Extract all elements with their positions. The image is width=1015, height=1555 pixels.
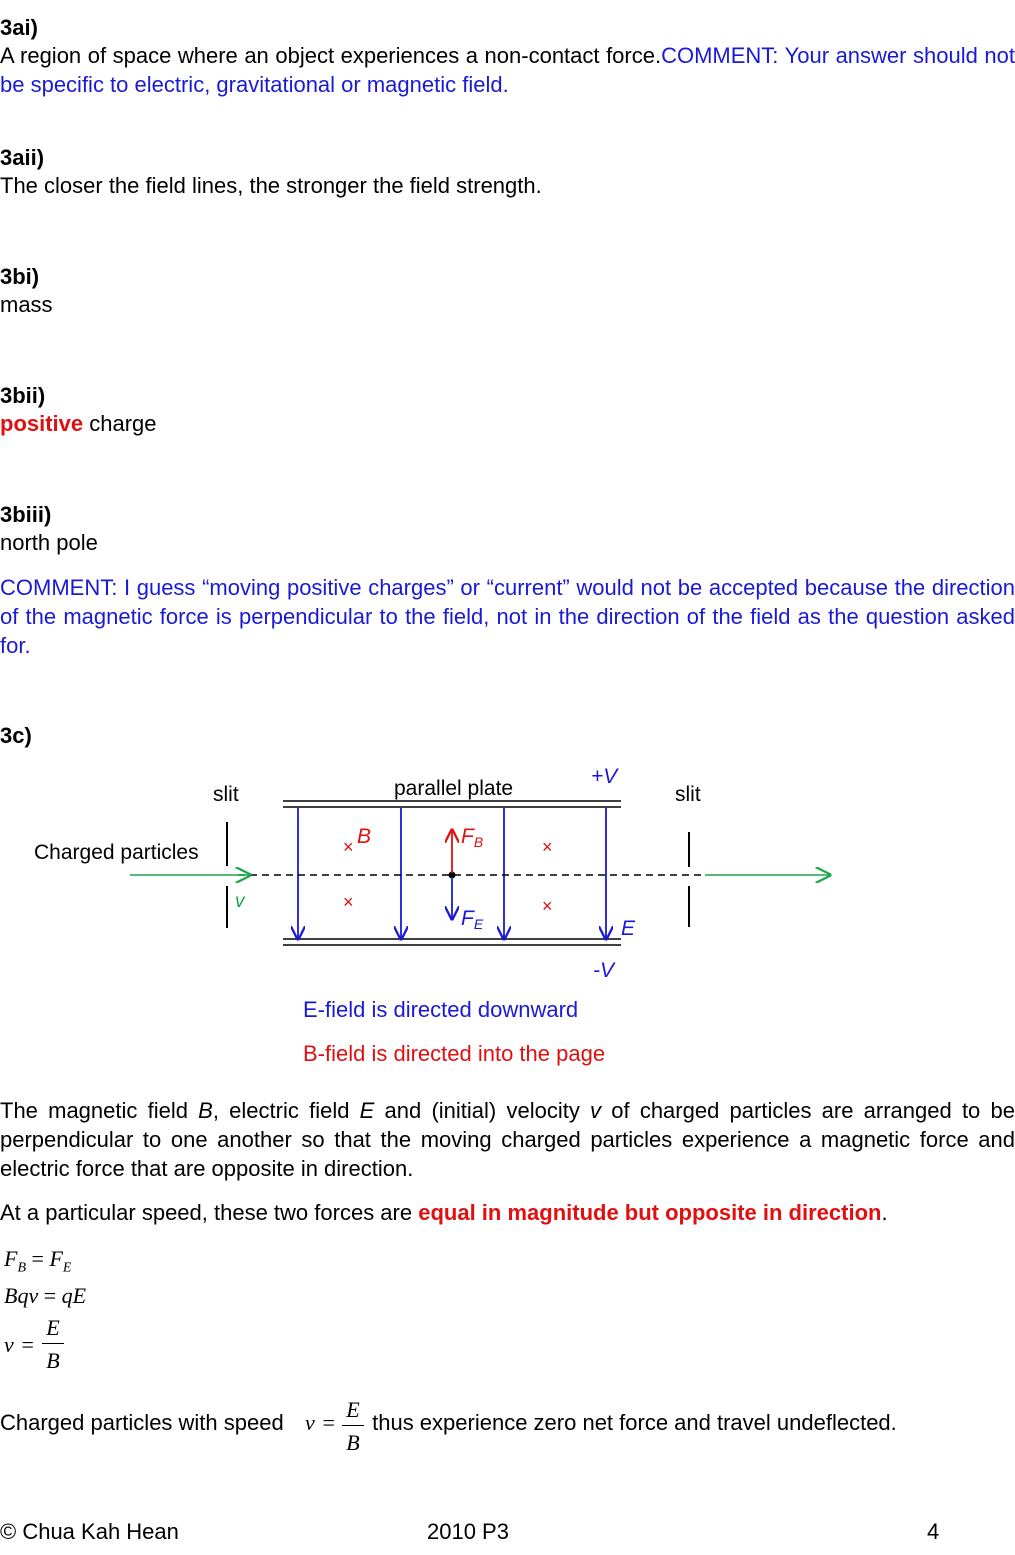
top-plate bbox=[283, 801, 621, 807]
fb-symbol: F bbox=[461, 825, 474, 848]
eq1-lhs: F bbox=[4, 1246, 18, 1271]
e-label: E bbox=[621, 917, 636, 940]
b-field-caption: B-field is directed into the page bbox=[303, 1041, 606, 1066]
equation-3 bbox=[4, 1313, 1015, 1377]
p1-symbol-b: B bbox=[198, 1098, 213, 1123]
answer-3ai bbox=[0, 41, 1015, 99]
p1-text-1: The magnetic field bbox=[0, 1098, 199, 1123]
equation-2 bbox=[4, 1281, 1015, 1310]
slit-left-label: slit bbox=[213, 783, 239, 806]
footer-copyright: © Chua Kah Hean bbox=[0, 1519, 179, 1544]
magnetic-force-label bbox=[461, 825, 483, 850]
eq2-rhs: qE bbox=[61, 1283, 87, 1308]
fe-symbol: F bbox=[461, 907, 474, 930]
plus-v-label: +V bbox=[591, 765, 618, 788]
answer-3bii-rest: charge bbox=[83, 411, 157, 436]
conclusion-denominator: B bbox=[346, 1430, 360, 1455]
parallel-plate-label: parallel plate bbox=[394, 777, 514, 800]
eq3-numerator: E bbox=[46, 1315, 60, 1340]
bottom-plate bbox=[283, 939, 621, 945]
comment-3ai: COMMENT: Your answer should not be specific to electric, gravitational or magnetic field. bbox=[0, 43, 1015, 97]
conclusion-text-2: thus experience zero net force and travel undeflected. bbox=[366, 1410, 897, 1435]
paragraph-perpendicular bbox=[0, 1096, 1015, 1183]
slit-right-label: slit bbox=[675, 783, 701, 806]
answer-3aii: The closer the field lines, the stronger the field strength. bbox=[0, 173, 542, 198]
b-cross-3: × bbox=[343, 892, 354, 912]
p1-symbol-v: v bbox=[590, 1098, 602, 1123]
v-label: v bbox=[235, 891, 245, 912]
fe-subscript: E bbox=[473, 916, 484, 932]
heading-3bii: 3bii) bbox=[0, 383, 46, 408]
conclusion-fraction-bar bbox=[342, 1425, 364, 1426]
answer-3bi: mass bbox=[0, 292, 53, 317]
eq3-denominator: B bbox=[46, 1348, 60, 1373]
answer-3biii: north pole bbox=[0, 530, 98, 555]
p2-text-1: At a particular speed, these two forces are bbox=[0, 1200, 419, 1225]
velocity-selector-diagram bbox=[0, 755, 1015, 995]
eq2-op: = bbox=[38, 1283, 62, 1308]
p2-highlight: equal in magnitude but opposite in direction bbox=[418, 1200, 882, 1225]
eq1-lhs-sub: B bbox=[17, 1260, 27, 1276]
eq1-op: = bbox=[26, 1246, 50, 1271]
heading-3c: 3c) bbox=[0, 723, 32, 748]
conclusion-op: = bbox=[317, 1410, 341, 1435]
p1-symbol-e: E bbox=[359, 1098, 375, 1123]
eq3-op: = bbox=[16, 1332, 40, 1357]
fb-subscript: B bbox=[473, 834, 484, 850]
electric-force-label bbox=[461, 907, 484, 932]
p1-text-3: and (initial) velocity bbox=[374, 1098, 591, 1123]
conclusion-symbol-v: v bbox=[305, 1410, 315, 1435]
conclusion-text-1: Charged particles with speed bbox=[0, 1410, 290, 1435]
heading-3biii: 3biii) bbox=[0, 502, 52, 527]
eq2-lhs: Bqv bbox=[4, 1283, 39, 1308]
b-label: B bbox=[357, 825, 372, 848]
comment-3biii: COMMENT: I guess “moving positive charges” or “current” would not be accepted because the direction of the magnetic force is perpendicular to the field, not in the direction of the field as the question asked for. bbox=[0, 575, 1015, 658]
answer-3ai-text: A region of space where an object experiences a non-contact force. bbox=[0, 43, 662, 68]
conclusion bbox=[0, 1395, 1015, 1459]
eq1-rhs-sub: E bbox=[62, 1260, 72, 1276]
heading-3ai: 3ai) bbox=[0, 15, 38, 40]
answer-3bii-highlight: positive bbox=[0, 411, 84, 436]
p1-text-4: of charged particles are arranged to be perpendicular to one another so that the moving charged particles experience a magnetic force and electric force that are opposite in direction. bbox=[0, 1098, 1015, 1181]
footer-paper: 2010 P3 bbox=[427, 1519, 509, 1544]
e-field-caption: E-field is directed downward bbox=[303, 997, 579, 1022]
eq3-lhs: v bbox=[4, 1332, 14, 1357]
heading-3aii: 3aii) bbox=[0, 145, 45, 170]
minus-v-label: -V bbox=[593, 959, 614, 982]
charged-particles-label: Charged particles bbox=[34, 841, 199, 864]
eq1-rhs: F bbox=[49, 1246, 63, 1271]
footer-page-number: 4 bbox=[927, 1519, 940, 1544]
p2-text-2: . bbox=[881, 1200, 888, 1225]
eq3-fraction-bar bbox=[42, 1343, 64, 1344]
b-cross-4: × bbox=[542, 896, 553, 916]
equation-1 bbox=[4, 1244, 1015, 1282]
conclusion-numerator: E bbox=[346, 1397, 360, 1422]
b-cross-1: × bbox=[343, 837, 354, 857]
paragraph-equal-forces bbox=[0, 1198, 1015, 1227]
heading-3bi: 3bi) bbox=[0, 264, 40, 289]
p1-text-2: , electric field bbox=[212, 1098, 360, 1123]
b-cross-2: × bbox=[542, 837, 553, 857]
answer-3bii bbox=[0, 409, 1015, 438]
